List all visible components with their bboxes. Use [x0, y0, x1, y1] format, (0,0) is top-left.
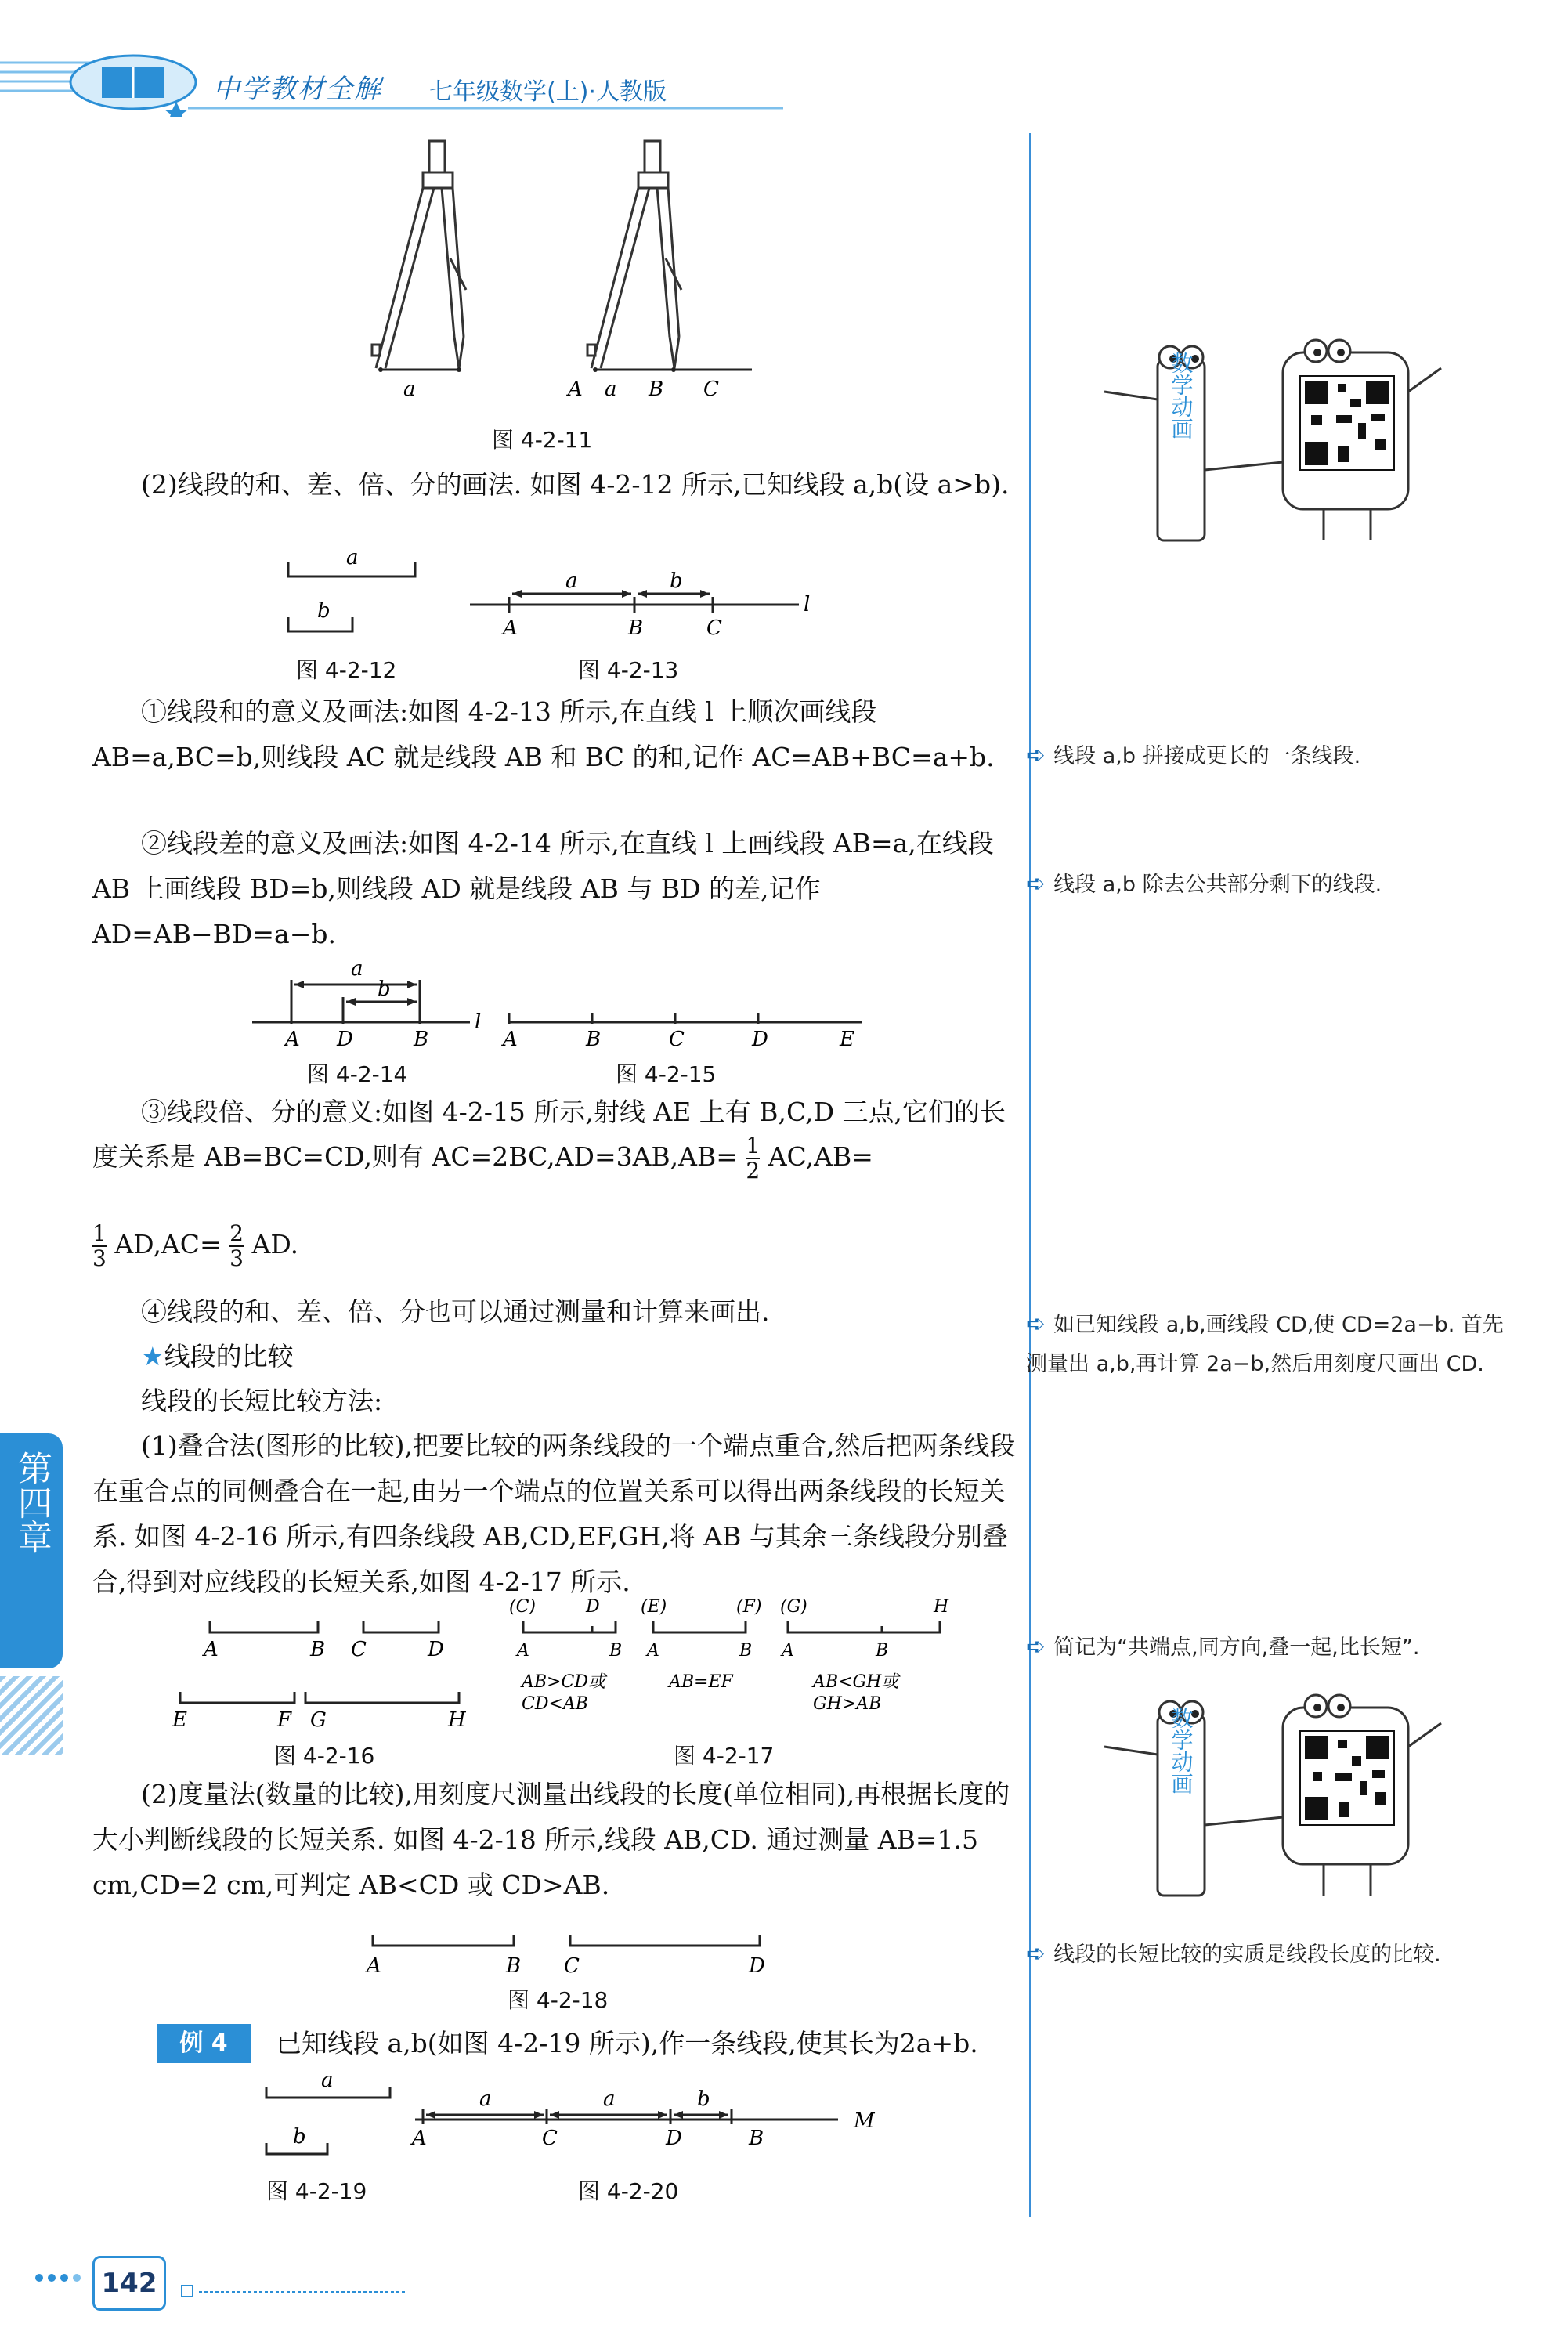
example-label: 例 4	[157, 2024, 251, 2063]
f16-label-D: D	[428, 1638, 444, 1661]
figure-4-2-18	[352, 1919, 791, 1982]
mascot-qr-illustration-1[interactable]	[1089, 329, 1465, 564]
p4-text-c: AD,AC=	[114, 1229, 222, 1260]
figure-caption-4-2-12: 图 4-2-12	[296, 657, 397, 683]
f16-label-G: G	[310, 1708, 327, 1731]
f17-label-F: (F)	[736, 1597, 762, 1617]
f20-label-M: M	[854, 2109, 875, 2133]
f18-label-D: D	[749, 1954, 765, 1978]
f15-label-B: B	[586, 1028, 602, 1051]
f17-relation-2: AB=EF	[669, 1672, 733, 1692]
figure-caption-4-2-18: 图 4-2-18	[508, 1987, 609, 2013]
paragraph-1: (2)线段的和、差、倍、分的画法. 如图 4-2-12 所示,已知线段 a,b(设 a>b).	[141, 469, 1010, 500]
f13-label-C: C	[706, 616, 722, 640]
f17-label-D: D	[586, 1597, 600, 1617]
f12-label-a: a	[346, 548, 359, 569]
column-divider	[1029, 133, 1031, 2217]
f11-label-B: B	[649, 378, 664, 399]
f12-label-b: b	[317, 599, 331, 623]
p4-text-b: AC,AB=	[768, 1141, 873, 1172]
chapter-tab-decoration	[0, 1676, 63, 1755]
figure-caption-4-2-11: 图 4-2-11	[492, 427, 593, 453]
f15-label-E: E	[840, 1028, 854, 1051]
figure-caption-4-2-13: 图 4-2-13	[578, 657, 679, 683]
f20-label-a2: a	[603, 2087, 616, 2111]
f17-label-A3: A	[782, 1641, 794, 1661]
margin-note-measure: ➪ 如已知线段 a,b,画线段 CD,使 CD=2a−b. 首先测量出 a,b,再计算 2a−b,然后用刻度尺画出 CD.	[1026, 1310, 1504, 1376]
paragraph-multiple	[92, 1090, 1024, 1183]
f20-label-B: B	[749, 2127, 764, 2150]
section-heading	[141, 1334, 1073, 1379]
fraction-2-3: $\frac{2}{3}$	[229, 1220, 244, 1271]
f17-relation-1a: AB>CD或	[522, 1672, 605, 1692]
f14-label-b: b	[378, 978, 391, 1001]
book-title: 中学教材全解	[213, 74, 382, 105]
margin-note-comparison-essence: ➪ 线段的长短比较的实质是线段长度的比较.	[1026, 1940, 1441, 1968]
f14-label-a: a	[351, 957, 363, 981]
arrow-right-icon: ➪	[1026, 1633, 1046, 1661]
f20-label-D: D	[666, 2127, 682, 2150]
f14-label-D: D	[337, 1028, 353, 1051]
fraction-1-2: $\frac{1}{2}$	[746, 1133, 761, 1184]
f17-label-A1: A	[517, 1641, 529, 1661]
f13-label-l: l	[804, 593, 811, 616]
f13-label-B: B	[628, 616, 644, 640]
f18-label-B: B	[506, 1954, 522, 1978]
f16-label-F: F	[277, 1708, 292, 1731]
p4-text-a: ③线段倍、分的意义:如图 4-2-15 所示,射线 AE 上有 B,C,D 三点,它们的长度关系是 AB=BC=CD,则有 AC=2BC,AD=3AB,AB=	[92, 1097, 1006, 1172]
heading-text: 线段的比较	[164, 1341, 294, 1372]
f14-label-l: l	[475, 1010, 482, 1034]
figure-caption-4-2-20: 图 4-2-20	[578, 2178, 679, 2204]
figure-caption-4-2-17: 图 4-2-17	[674, 1743, 775, 1769]
footer-decoration	[31, 2268, 423, 2300]
figure-caption-4-2-14: 图 4-2-14	[307, 1061, 408, 1087]
arrow-right-icon: ➪	[1026, 1310, 1046, 1338]
margin-note-overlap-mnemonic: ➪ 简记为“共端点,同方向,叠一起,比长短”.	[1026, 1633, 1420, 1661]
paragraph-overlap: (1)叠合法(图形的比较),把要比较的两条线段的一个端点重合,然后把两条线段在重合点的同侧叠合在一起,由另一个端点的位置关系可以得出两条线段的长短关系. 如图 4-2-16 所示,有四条线段 AB,CD,EF,GH,将 AB 与其余三条线段分别叠合,得到对应线段的长短关系,如图 4-2-17 所示.	[92, 1430, 1016, 1597]
f20-label-A: A	[412, 2127, 427, 2150]
f17-label-E: (E)	[641, 1597, 667, 1617]
arrow-right-icon: ➪	[1026, 1940, 1046, 1968]
paragraph-methods: 线段的长短比较方法:	[141, 1386, 383, 1416]
arrow-right-icon: ➪	[1026, 870, 1046, 898]
f16-label-A: A	[204, 1638, 219, 1661]
paragraph-measurement: (2)度量法(数量的比较),用刻度尺测量出线段的长度(单位相同),再根据长度的大小判断线段的长短关系. 如图 4-2-18 所示,线段 AB,CD. 通过测量 AB=1.5 cm,CD=2 cm,可判定 AB<CD 或 CD>AB.	[92, 1779, 1010, 1900]
f13-label-b: b	[670, 569, 683, 593]
f16-label-E: E	[172, 1708, 187, 1731]
f17-label-C: (C)	[509, 1597, 536, 1617]
f11-label-C: C	[703, 378, 719, 399]
f17-label-A2: A	[647, 1641, 659, 1661]
mascot-label-2: 数学动画	[1168, 1707, 1194, 1794]
f17-relation-1b: CD<AB	[522, 1694, 588, 1714]
figure-caption-4-2-19: 图 4-2-19	[266, 2178, 367, 2204]
mascot-label-1: 数学动画	[1168, 352, 1194, 439]
f15-label-A: A	[503, 1028, 518, 1051]
f19-label-a: a	[321, 2069, 334, 2092]
f11-label-a2: a	[605, 378, 617, 399]
figure-4-2-19-20	[258, 2068, 901, 2170]
f17-relation-3b: GH>AB	[813, 1694, 882, 1714]
example-text: 已知线段 a,b(如图 4-2-19 所示),作一条线段,使其长为2a+b.	[276, 2028, 978, 2058]
paragraph-multiple-cont	[92, 1222, 1024, 1270]
f19-label-b: b	[293, 2125, 306, 2149]
figure-caption-4-2-16: 图 4-2-16	[274, 1743, 375, 1769]
f14-label-A: A	[285, 1028, 300, 1051]
star-icon: ★	[141, 1341, 164, 1372]
f20-label-C: C	[542, 2127, 558, 2150]
paragraph-measure: ④线段的和、差、倍、分也可以通过测量和计算来画出.	[141, 1296, 770, 1327]
figure-4-2-14-15	[243, 952, 885, 1054]
paragraph-sum: ①线段和的意义及画法:如图 4-2-13 所示,在直线 l 上顺次画线段 AB=a,BC=b,则线段 AC 就是线段 AB 和 BC 的和,记作 AC=AB+BC=a+b.	[92, 696, 995, 772]
paragraph-difference: ②线段差的意义及画法:如图 4-2-14 所示,在直线 l 上画线段 AB=a,在线段 AB 上画线段 BD=b,则线段 AD 就是线段 AB 与 BD 的差,记作 AD=AB−BD=a−b.	[92, 828, 994, 949]
f15-label-D: D	[752, 1028, 768, 1051]
f17-label-G: (G)	[780, 1597, 807, 1617]
f11-label-a: a	[403, 378, 416, 399]
f17-label-B1: B	[609, 1641, 623, 1661]
f17-label-H: H	[934, 1597, 949, 1617]
page-number: 142	[92, 2256, 166, 2311]
figure-4-2-12-13	[274, 548, 822, 650]
margin-note-sum: ➪ 线段 a,b 拼接成更长的一条线段.	[1026, 742, 1361, 769]
f17-label-B2: B	[739, 1641, 753, 1661]
margin-note-difference: ➪ 线段 a,b 除去公共部分剩下的线段.	[1026, 870, 1382, 898]
p4-text-d: AD.	[251, 1229, 299, 1260]
f16-label-B: B	[310, 1638, 326, 1661]
f14-label-B: B	[414, 1028, 429, 1051]
book-subtitle: 七年级数学(上)·人教版	[429, 78, 667, 106]
f17-label-B3: B	[876, 1641, 889, 1661]
f18-label-A: A	[367, 1954, 381, 1978]
f13-label-a: a	[565, 569, 578, 593]
f11-label-A: A	[568, 378, 583, 399]
f16-label-C: C	[351, 1638, 367, 1661]
f13-label-A: A	[503, 616, 518, 640]
f17-relation-3a: AB<GH或	[813, 1672, 899, 1692]
f20-label-a1: a	[479, 2087, 492, 2111]
mascot-qr-illustration-2[interactable]	[1089, 1684, 1465, 1919]
fraction-1-3: $\frac{1}{3}$	[92, 1220, 107, 1271]
f15-label-C: C	[669, 1028, 685, 1051]
f16-label-H: H	[448, 1708, 466, 1731]
f20-label-b: b	[697, 2087, 710, 2111]
f18-label-C: C	[564, 1954, 580, 1978]
figure-4-2-16-17	[157, 1590, 956, 1731]
arrow-right-icon: ➪	[1026, 742, 1046, 769]
figure-4-2-11	[360, 133, 799, 399]
chapter-tab[interactable]	[0, 1433, 63, 1668]
figure-caption-4-2-15: 图 4-2-15	[616, 1061, 717, 1087]
chapter-tab-label: 第四章	[12, 1451, 52, 1554]
